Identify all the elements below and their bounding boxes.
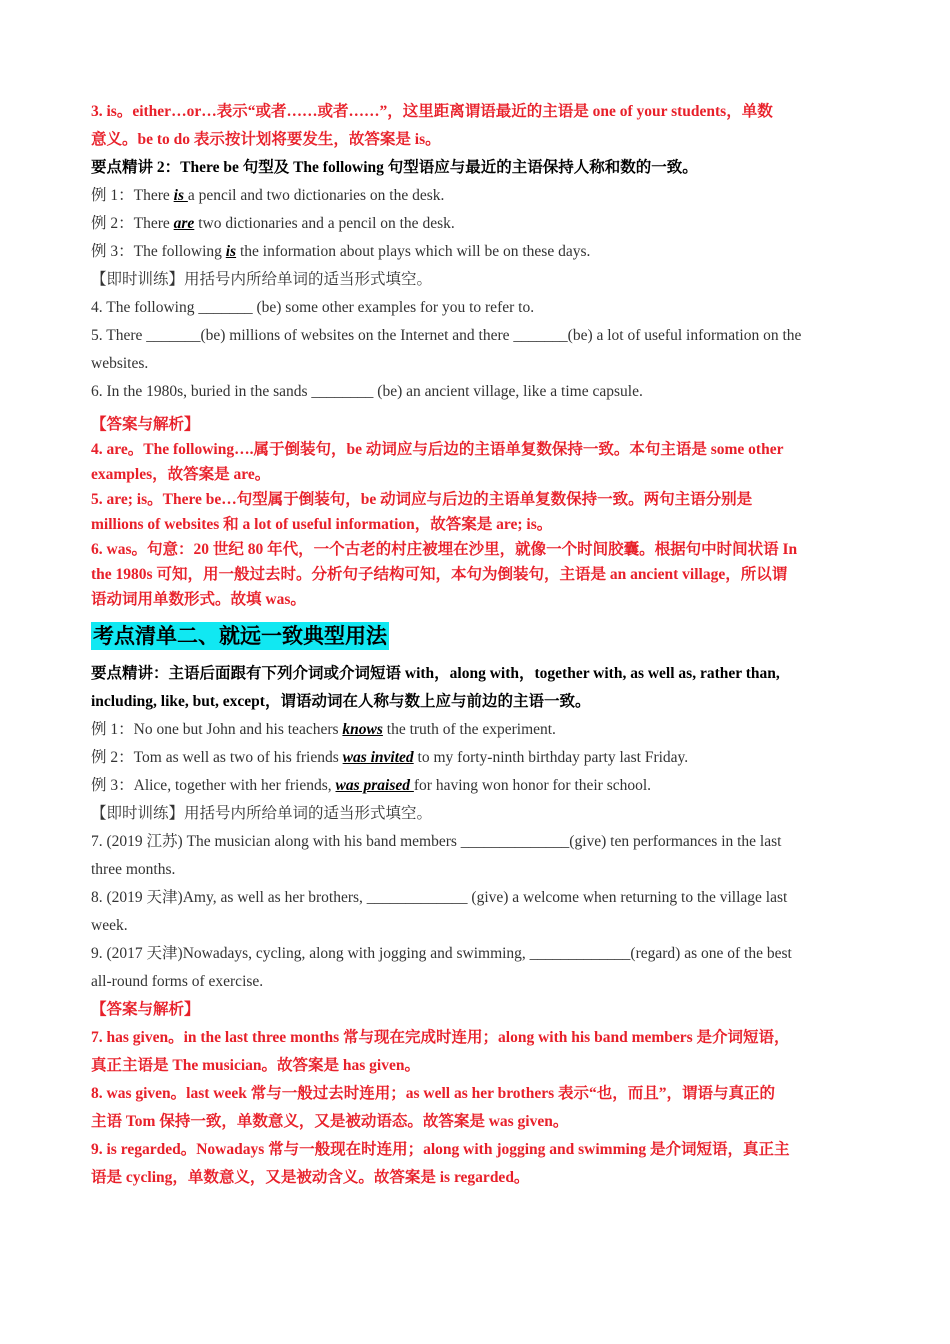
example-2-prefix: 例 2：There: [91, 215, 174, 232]
example-4-rest: the truth of the experiment.: [382, 721, 556, 738]
document-page: [91, 98, 859, 1192]
practice-label-1: 【即时训练】用括号内所给单词的适当形式填空。: [91, 271, 433, 288]
example-3-prefix: 例 3：The following: [91, 243, 226, 260]
question-8-line-1: 8. (2019 天津)Amy, as well as her brothers, _____________ (give) a welcome when returning to the village last: [91, 889, 788, 906]
example-3-rest: the information about plays which will be on these days.: [236, 243, 591, 260]
question-9-line-2: all-round forms of exercise.: [91, 973, 264, 990]
example-6-rest: for having won honor for their school.: [413, 777, 652, 794]
question-5-line-2: websites.: [91, 355, 149, 372]
answer-3-line-2: 意义。be to do 表示按计划将要发生，故答案是 is。: [91, 131, 441, 148]
example-1-rest: a pencil and two dictionaries on the desk.: [187, 187, 445, 204]
example-1: [91, 182, 859, 210]
example-4-prefix: 例 1：No one but John and his teachers: [91, 721, 343, 738]
answer-4-line-2: examples，故答案是 are。: [91, 466, 271, 483]
answer-7-line-2: 真正主语是 The musician。故答案是 has given。: [91, 1057, 420, 1074]
answer-label-1: 【答案与解析】: [91, 416, 200, 433]
example-1-verb: is: [173, 187, 188, 204]
answer-6-line-2: the 1980s 可知，用一般过去时。分析句子结构可知，本句为倒装句，主语是 an ancient village，所以谓: [91, 566, 788, 583]
example-5-prefix: 例 2：Tom as well as two of his friends: [91, 749, 343, 766]
example-2-rest: two dictionaries and a pencil on the desk.: [194, 215, 455, 232]
answer-4-line-1: 4. are。The following….属于倒装句，be 动词应与后边的主语单复数保持一致。本句主语是 some other: [91, 441, 784, 458]
example-6: [91, 772, 859, 800]
example-6-prefix: 例 3：Alice, together with her friends,: [91, 777, 336, 794]
answer-5-line-1: 5. are; is。There be…句型属于倒装句，be 动词应与后边的主语单复数保持一致。两句主语分别是: [91, 491, 753, 508]
practice-label-2: 【即时训练】用括号内所给单词的适当形式填空。: [91, 805, 433, 822]
answer-9-line-1: 9. is regarded。Nowadays 常与一般现在时连用；along with jogging and swimming 是介词短语，真正主: [91, 1141, 790, 1158]
example-1-prefix: 例 1：There: [91, 187, 174, 204]
section-2-heading-row: [91, 622, 859, 650]
example-6-verb: was praised: [335, 777, 414, 794]
example-4-verb: knows: [342, 721, 383, 738]
example-2-verb: are: [173, 215, 195, 232]
example-5: [91, 744, 859, 772]
question-8-line-2: week.: [91, 917, 128, 934]
question-5-line-1: 5. There _______(be) millions of websites on the Internet and there _______(be) a lot of useful information on the: [91, 327, 802, 344]
answer-7-line-1: 7. has given。in the last three months 常与现在完成时连用；along with his band members 是介词短语，: [91, 1029, 790, 1046]
answer-8-line-2: 主语 Tom 保持一致，单数意义，又是被动语态。故答案是 was given。: [91, 1113, 569, 1130]
answer-3-line-1: 3. is。either…or…表示“或者……或者……”，这里距离谓语最近的主语是 one of your students，单数: [91, 103, 773, 120]
answer-8-line-1: 8. was given。last week 常与一般过去时连用；as well as her brothers 表示“也，而且”，谓语与真正的: [91, 1085, 775, 1102]
example-3: [91, 238, 859, 266]
question-4: 4. The following _______ (be) some other examples for you to refer to.: [91, 299, 535, 316]
example-5-verb: was invited: [342, 749, 414, 766]
point-2-title: 要点精讲 2：There be 句型及 The following 句型语应与最近的主语保持人称和数的一致。: [91, 159, 698, 176]
answer-6-line-1: 6. was。句意：20 世纪 80 年代，一个古老的村庄被埋在沙里，就像一个时间胶囊。根据句中时间状语 In: [91, 541, 798, 558]
section-2-heading: 考点清单二、就远一致典型用法: [93, 623, 387, 648]
answer-9-line-2: 语是 cycling，单数意义，又是被动含义。故答案是 is regarded。: [91, 1169, 530, 1186]
question-7-line-2: three months.: [91, 861, 176, 878]
answer-5-line-2: millions of websites 和 a lot of useful information，故答案是 are; is。: [91, 516, 553, 533]
answer-6-line-3: 语动词用单数形式。故填 was。: [91, 591, 306, 608]
example-5-rest: to my forty-ninth birthday party last Friday.: [413, 749, 689, 766]
point-key-line-2: including, like, but, except，谓语动词在人称与数上应与前边的主语一致。: [91, 693, 591, 710]
example-3-verb: is: [225, 243, 237, 260]
answer-label-2: 【答案与解析】: [91, 1001, 200, 1018]
example-2: [91, 210, 859, 238]
question-7-line-1: 7. (2019 江苏) The musician along with his band members ______________(give) ten performances in the last: [91, 833, 782, 850]
example-4: [91, 716, 859, 744]
point-key-line-1: 要点精讲：主语后面跟有下列介词或介词短语 with，along with，together with, as well as, rather than,: [91, 665, 780, 682]
question-6: 6. In the 1980s, buried in the sands ________ (be) an ancient village, like a time capsule.: [91, 383, 643, 400]
question-9-line-1: 9. (2017 天津)Nowadays, cycling, along with jogging and swimming, _____________(regard) as one of the best: [91, 945, 792, 962]
